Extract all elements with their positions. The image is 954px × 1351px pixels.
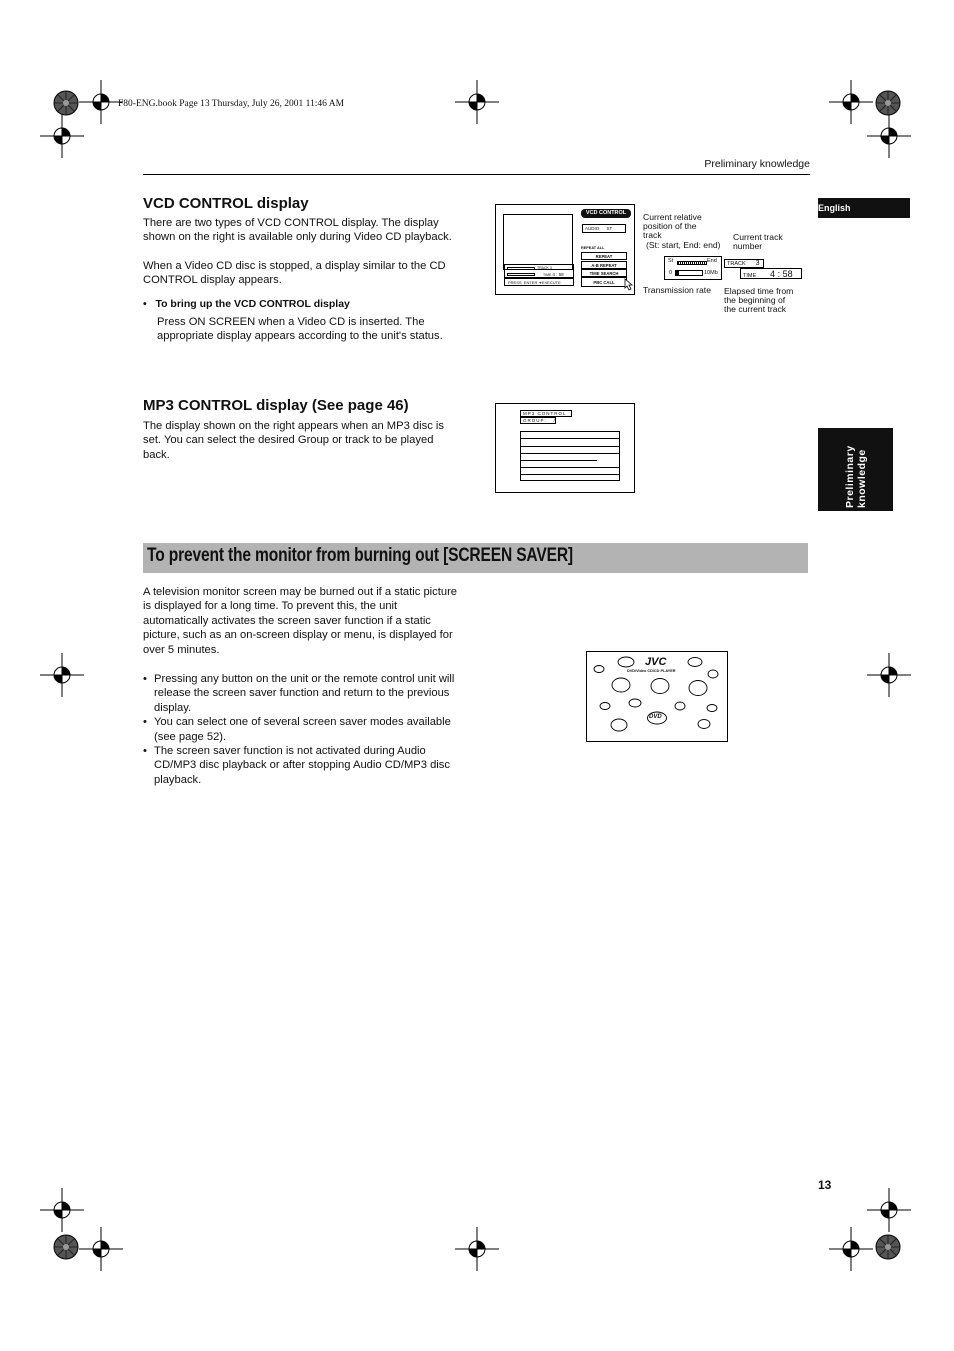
header-rule (143, 174, 810, 175)
registration-mark-mid-left (40, 653, 84, 697)
detail-zero: 0 (669, 270, 673, 276)
vcd-time-small-value: 4 : 58 (552, 272, 564, 277)
callout-track-number-line2: number (733, 241, 763, 252)
vcd-time-small (543, 272, 564, 277)
detail-time-value: 4 : 58 (770, 269, 793, 279)
registration-mark-bottom-center (455, 1227, 499, 1271)
vcd-title-bar (581, 209, 631, 218)
mp3-control-screen (495, 403, 635, 493)
callout-elapsed-line1: Elapsed time from (724, 286, 794, 296)
callout-transmission-rate: Transmission rate (643, 285, 711, 295)
registration-mark-top-center (455, 80, 499, 124)
mp3-list-row (521, 460, 597, 461)
callout-track-number-line1: Current track (733, 232, 783, 242)
mp3-list-row (521, 446, 619, 447)
vcd-paragraph-2: When a Video CD disc is stopped, a display similar to the CD CONTROL display appears. (143, 260, 446, 287)
mp3-list-row (521, 474, 619, 475)
registration-mark-top-left-2 (79, 80, 123, 124)
registration-mark-bottom-right (829, 1227, 873, 1271)
detail-track-label: TRACK (727, 261, 746, 267)
registration-mark-mid-right (867, 653, 911, 697)
page-number: 13 (818, 1178, 832, 1192)
arrow-right-icon: ➜ (538, 280, 542, 285)
vcd-audio-label: AUDIO (585, 226, 600, 231)
detail-track-row (724, 259, 764, 268)
vcd-bullet-text: Press ON SCREEN when a Video CD is inserted. The appropriate display appears according to the unit's status. (157, 316, 443, 343)
vcd-detail-track-box (724, 256, 802, 280)
vcd-menu-item-time-search[interactable]: TIME SEARCH (581, 269, 627, 277)
mp3-list-row (521, 438, 619, 439)
running-head: Preliminary knowledge (704, 158, 810, 170)
vcd-status-box (504, 264, 574, 278)
vcd-track-small (537, 266, 552, 270)
dvd-logo: DVD (649, 714, 662, 720)
callout-elapsed (724, 287, 793, 315)
vcd-audio-box (582, 224, 626, 233)
mp3-list-box (520, 431, 620, 481)
callout-elapsed-line3: the current track (724, 304, 787, 315)
file-note: F80-ENG.book Page 13 Thursday, July 26, 2001 11:46 AM (118, 99, 345, 109)
vcd-bullet-title: • To bring up the VCD CONTROL display (143, 298, 350, 310)
vcd-status-bar-2 (507, 273, 535, 276)
callout-position (643, 213, 721, 250)
detail-end: End (707, 258, 717, 264)
vcd-heading: VCD CONTROL display (143, 195, 309, 212)
vcd-track-small-value: 3 (549, 266, 552, 270)
vcd-preview-area (503, 214, 573, 270)
detail-st: St (668, 258, 674, 264)
section-tab (818, 428, 893, 511)
callout-position-line4: (St: start, End: end) (646, 239, 721, 250)
vcd-paragraph-1: There are two types of VCD CONTROL display. The display shown on the right is available only during Video CD playback. (143, 217, 452, 244)
vcd-menu-item-pbc-call[interactable]: PBC CALL (581, 277, 627, 287)
callout-position-line3: track (643, 230, 662, 241)
starburst-target-bottom-left (53, 1234, 79, 1260)
saver-bullet: • Pressing any button on the unit or the remote control unit will release the screen saver function and return to the previous display. (143, 672, 461, 715)
mp3-list-row (521, 467, 619, 468)
vcd-track-small-label: TRACK (537, 266, 549, 270)
callout-elapsed-line2: the beginning of (724, 295, 786, 306)
registration-mark-bottom-left (40, 1188, 84, 1232)
vcd-status-bar (507, 267, 535, 270)
vcd-press-enter-box (504, 278, 574, 286)
vcd-enter-label: ENTER (523, 280, 538, 285)
vcd-bullet-title-text: To bring up the VCD CONTROL display (155, 298, 350, 310)
saver-paragraph: A television monitor screen may be burned out if a static picture is displayed for a long time. To prevent this, the unit automatically activates the screen saver function if a static picture, such as an on-screen display or menu, is displayed for over 5 minutes. (143, 586, 458, 656)
vcd-audio-value: ST (606, 226, 613, 231)
floating-ovals (587, 652, 729, 743)
player-subtitle: DVD/Video CD/CD PLAYER (627, 669, 676, 673)
starburst-target-top-left (53, 90, 79, 116)
jvc-logo: JVC (645, 656, 667, 668)
starburst-target-bottom-right (875, 1234, 901, 1260)
vcd-press-label: PRESS (508, 280, 522, 285)
mp3-heading: MP3 CONTROL display (See page 46) (143, 397, 409, 414)
saver-bullet: • You can select one of several screen saver modes available (see page 52). (143, 715, 461, 744)
detail-time-row (740, 268, 802, 279)
detail-track-value: 3 (755, 260, 760, 267)
mp3-paragraph: The display shown on the right appears when an MP3 disc is set. You can select the desired Group or track to be played back. (143, 420, 444, 461)
detail-rate-bar (675, 270, 703, 276)
registration-mark-bottom-right-2 (867, 1188, 911, 1232)
language-tab-label: English (818, 203, 851, 213)
vcd-title-text: VCD CONTROL (585, 210, 627, 216)
callout-position-line1: Current relative (643, 212, 702, 222)
vcd-execute-label: EXECUTE (541, 280, 561, 285)
screen-saver-heading: To prevent the monitor from burning out [SCREEN SAVER] (147, 545, 573, 566)
mp3-group-box: GROUP: / (520, 417, 556, 424)
vcd-menu-item-ab-repeat[interactable]: A-B REPEAT (581, 261, 627, 269)
vcd-menu-item-repeat[interactable]: REPEAT (581, 252, 627, 260)
detail-rate: 10Mb (704, 270, 718, 276)
saver-bullet: • The screen saver function is not activated during Audio CD/MP3 disc playback or after stopping Audio CD/MP3 disc playback. (143, 744, 461, 787)
section-tab-label: Preliminary knowledge (844, 445, 868, 508)
vcd-repeat-all: REPEAT ALL (581, 246, 605, 250)
registration-mark-top-left (40, 114, 84, 158)
vcd-control-screen (495, 204, 635, 295)
mp3-list-row (521, 453, 619, 454)
language-tab (818, 198, 910, 218)
screen-saver-screen (586, 651, 728, 742)
callout-position-line2: position of the (643, 221, 697, 232)
vcd-time-small-label: TIME (543, 273, 552, 277)
vcd-detail-position-box (664, 256, 722, 280)
mp3-title-box: MP3 CONTROL (520, 410, 572, 417)
callout-track-number (733, 233, 783, 251)
saver-bullet-list (143, 672, 461, 787)
detail-position-bar (677, 261, 707, 265)
pointer-hand-icon (623, 278, 635, 292)
registration-mark-bottom-left-2 (79, 1227, 123, 1271)
detail-time-label: TIME (743, 273, 757, 279)
registration-mark-top-right-2 (867, 114, 911, 158)
starburst-target-top-right (875, 90, 901, 116)
